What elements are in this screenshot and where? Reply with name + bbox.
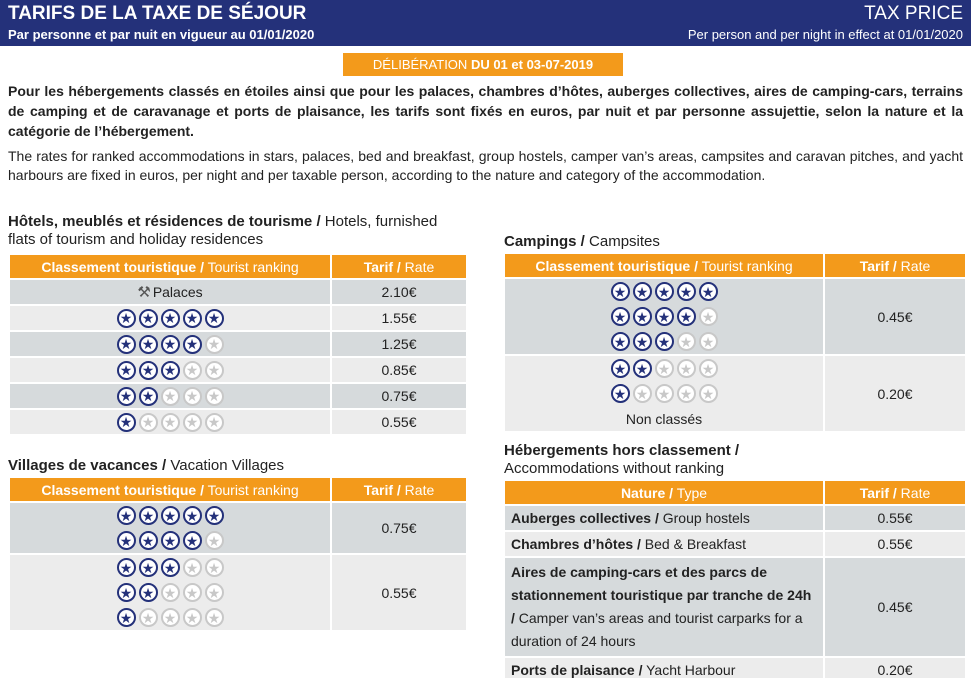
star-icon: ★ [633,307,652,326]
table-row [9,305,467,331]
star-icon: ★ [205,309,224,328]
rate-cell: 0.55€ [824,505,966,531]
star-icon: ★ [699,307,718,326]
star-icon: ★ [655,332,674,351]
star-rating [117,309,224,328]
star-rating [117,413,224,432]
table-row [504,278,966,355]
star-icon: ★ [655,384,674,403]
star-icon: ★ [699,384,718,403]
star-icon: ★ [117,335,136,354]
table-row [504,531,966,557]
col-rate: Tarif / Rate [331,477,467,502]
campings-section-title: Campings / Campsites [504,233,660,250]
rate-cell: 0.55€ [331,409,467,435]
star-icon: ★ [677,282,696,301]
nature-cell: Chambres d’hôtes / Bed & Breakfast [504,531,824,557]
rate-cell: 0.85€ [331,357,467,383]
ranking-cell [9,383,331,409]
hotels-table [8,253,468,436]
star-icon: ★ [183,335,202,354]
col-rate: Tarif / Rate [331,254,467,279]
villages-section-title: Villages de vacances / Vacation Villages [8,457,285,474]
star-icon: ★ [161,531,180,550]
star-icon: ★ [205,361,224,380]
page-header [0,0,971,46]
star-icon: ★ [611,359,630,378]
star-icon: ★ [161,506,180,525]
star-icon: ★ [117,608,136,627]
ranking-cell [9,502,331,554]
star-icon: ★ [117,531,136,550]
col-rate: Tarif / Rate [824,253,966,278]
ranking-cell [504,278,824,355]
star-icon: ★ [183,387,202,406]
table-row [9,383,467,409]
rate-cell: 2.10€ [331,279,467,305]
col-ranking: Classement touristique / Tourist ranking [504,253,824,278]
unranked-label: Non classés [625,410,703,427]
palace-label: Palaces [152,284,203,300]
unranked-table [503,479,967,678]
nature-cell: Auberges collectives / Group hostels [504,505,824,531]
star-icon: ★ [161,413,180,432]
star-icon: ★ [205,335,224,354]
star-icon: ★ [161,387,180,406]
star-rating [611,282,718,301]
table-row [9,331,467,357]
star-icon: ★ [205,558,224,577]
subtitle-en: Per person and per night in effect at 01/01/2020 [687,27,963,42]
star-icon: ★ [677,359,696,378]
star-rating [611,359,718,378]
rate-cell: 0.45€ [824,278,966,355]
ranking-cell [9,409,331,435]
star-icon: ★ [633,282,652,301]
star-icon: ★ [161,558,180,577]
star-icon: ★ [205,413,224,432]
title-en: TAX PRICE [864,3,963,24]
intro-french: Pour les hébergements classés en étoiles ainsi que pour les palaces, chambres d’hôtes, auberges collectives, aires de camping-cars, terrains de camping et de caravanage et ports de plaisance, les tarifs sont fixés en euros, par nuit et par personne assujettie, selon la nature et la catégorie de l’hébergement. [8,83,963,139]
rate-cell: 0.45€ [824,557,966,657]
star-icon: ★ [139,361,158,380]
star-icon: ★ [183,361,202,380]
star-icon: ★ [139,583,158,602]
star-icon: ★ [139,558,158,577]
star-icon: ★ [117,361,136,380]
star-icon: ★ [205,583,224,602]
star-rating [117,387,224,406]
star-icon: ★ [117,413,136,432]
star-rating [117,361,224,380]
rate-cell: 1.25€ [331,331,467,357]
nature-cell: Aires de camping-cars et des parcs de stationnement touristique par tranche de 24h / Camper van’s areas and tourist carparks for a duration of 24 hours [504,557,824,657]
table-row [504,505,966,531]
star-icon: ★ [161,335,180,354]
star-icon: ★ [655,307,674,326]
table-row [9,409,467,435]
star-rating [611,384,718,403]
star-icon: ★ [655,282,674,301]
table-row [504,657,966,678]
star-icon: ★ [183,309,202,328]
star-icon: ★ [699,282,718,301]
rate-cell: 0.20€ [824,657,966,678]
col-ranking: Classement touristique / Tourist ranking [9,254,331,279]
table-row [9,554,467,631]
star-icon: ★ [139,413,158,432]
ranking-cell [9,554,331,631]
unranked-section-title: Hébergements hors classement / Accommodations without ranking [504,442,740,477]
star-icon: ★ [677,307,696,326]
villages-table [8,476,468,632]
deliberation-date: DU 01 et 03-07-2019 [470,57,594,72]
table-row [9,357,467,383]
star-icon: ★ [139,506,158,525]
star-icon: ★ [677,384,696,403]
star-icon: ★ [205,531,224,550]
star-icon: ★ [183,506,202,525]
star-icon: ★ [161,608,180,627]
star-icon: ★ [183,583,202,602]
star-rating [117,335,224,354]
star-icon: ★ [699,359,718,378]
hotels-section-title: Hôtels, meublés et résidences de tourisme / Hotels, furnished flats of tourism and holiday residences [8,213,438,248]
star-icon: ★ [183,608,202,627]
star-icon: ★ [633,332,652,351]
star-icon: ★ [633,359,652,378]
ranking-cell [9,279,331,305]
star-icon: ★ [139,309,158,328]
star-icon: ★ [117,387,136,406]
deliberation-banner [343,53,623,76]
title-fr: TARIFS DE LA TAXE DE SÉJOUR [8,3,307,24]
table-row [504,355,966,432]
star-icon: ★ [139,335,158,354]
star-icon: ★ [611,282,630,301]
star-icon: ★ [161,361,180,380]
deliberation-label: DÉLIBÉRATION [372,57,468,72]
star-icon: ★ [677,332,696,351]
star-icon: ★ [117,558,136,577]
star-rating [117,531,224,550]
star-icon: ★ [611,307,630,326]
star-rating [611,332,718,351]
star-icon: ★ [611,332,630,351]
star-icon: ★ [117,309,136,328]
rate-cell: 0.55€ [331,554,467,631]
palace-icon: ⚒ [137,284,151,301]
star-icon: ★ [633,384,652,403]
star-rating [611,307,718,326]
rate-cell: 0.75€ [331,502,467,554]
col-nature: Nature / Type [504,480,824,505]
ranking-cell [504,355,824,432]
star-icon: ★ [205,506,224,525]
star-icon: ★ [611,384,630,403]
star-icon: ★ [699,332,718,351]
star-icon: ★ [183,413,202,432]
ranking-cell [9,357,331,383]
nature-cell: Ports de plaisance / Yacht Harbour [504,657,824,678]
star-rating [117,558,224,577]
star-icon: ★ [117,506,136,525]
rate-cell: 0.20€ [824,355,966,432]
star-icon: ★ [117,583,136,602]
rate-cell: 0.55€ [824,531,966,557]
campings-table [503,252,967,433]
star-icon: ★ [655,359,674,378]
subtitle-fr: Par personne et par nuit en vigueur au 01/01/2020 [8,27,315,42]
table-row [9,502,467,554]
col-ranking: Classement touristique / Tourist ranking [9,477,331,502]
rate-cell: 0.75€ [331,383,467,409]
star-icon: ★ [205,608,224,627]
star-icon: ★ [205,387,224,406]
table-row [9,279,467,305]
star-icon: ★ [139,608,158,627]
star-icon: ★ [161,583,180,602]
ranking-cell [9,331,331,357]
star-icon: ★ [161,309,180,328]
star-icon: ★ [139,531,158,550]
star-rating [117,608,224,627]
intro-english: The rates for ranked accommodations in stars, palaces, bed and breakfast, group hostels, camper van’s areas, campsites and caravan pitches, and yacht harbours are fixed in euros, per night and per taxable person, according to the nature and category of the accommodation. [8,148,963,183]
star-icon: ★ [183,558,202,577]
col-rate: Tarif / Rate [824,480,966,505]
star-icon: ★ [183,531,202,550]
star-rating [117,506,224,525]
star-rating [117,583,224,602]
rate-cell: 1.55€ [331,305,467,331]
star-icon: ★ [139,387,158,406]
ranking-cell [9,305,331,331]
table-row [504,557,966,657]
